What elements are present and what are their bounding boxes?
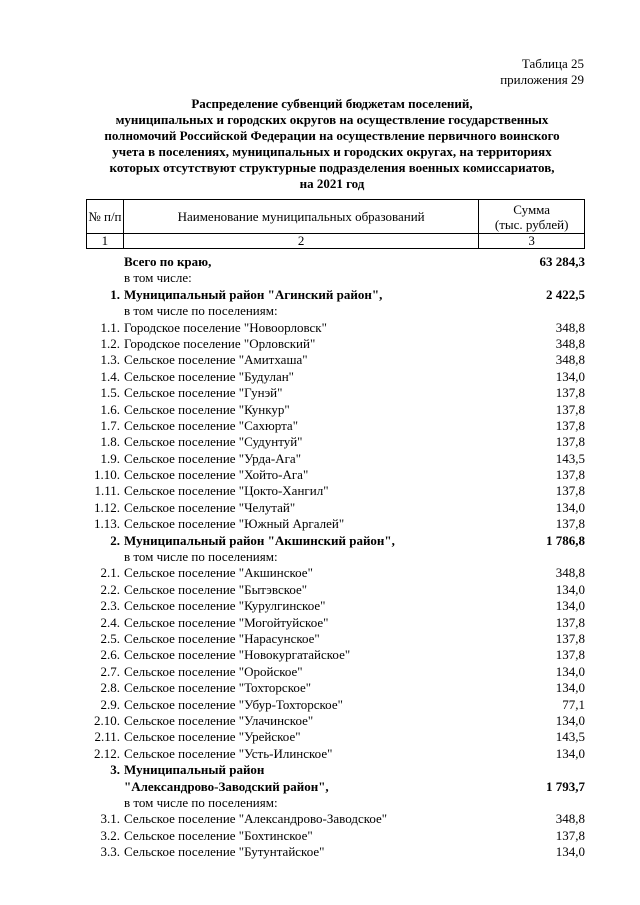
table-row	[0, 828, 640, 844]
table-row	[0, 483, 640, 499]
header-index-3: 3	[479, 234, 585, 249]
row-number: 1.13.	[94, 516, 120, 532]
row-sum: 137,8	[555, 614, 585, 630]
row-number: 3.	[110, 762, 120, 778]
row-name: Сельское поселение "Бутунтайское"	[124, 844, 325, 860]
row-name: Муниципальный район	[124, 762, 265, 778]
row-number: 1.2.	[100, 335, 120, 351]
row-name: Сельское поселение "Судунтуй"	[124, 434, 303, 450]
row-name: Сельское поселение "Бохтинское"	[124, 827, 313, 843]
row-sum: 137,8	[555, 401, 585, 417]
row-name: Сельское поселение "Южный Аргалей"	[124, 516, 345, 532]
table-reference	[500, 56, 584, 88]
row-name: Сельское поселение "Новокургатайское"	[124, 647, 351, 663]
row-number: 1.6.	[100, 401, 120, 417]
table-row	[0, 270, 640, 286]
header-sum-unit: (тыс. рублей)	[494, 216, 569, 232]
table-row	[0, 844, 640, 860]
row-number: 1.11.	[94, 483, 120, 499]
row-sum: 137,8	[555, 827, 585, 843]
row-name: Сельское поселение "Курулгинское"	[124, 598, 326, 614]
table-row	[0, 287, 640, 303]
row-sum: 134,0	[555, 368, 585, 384]
table-row	[0, 811, 640, 827]
table-row	[0, 680, 640, 696]
row-name: Сельское поселение "Кункур"	[124, 401, 290, 417]
header-sum-line: Сумма	[513, 201, 551, 217]
row-sum: 137,8	[555, 630, 585, 646]
row-sum: 137,8	[555, 483, 585, 499]
row-number: 2.1.	[100, 565, 120, 581]
table-row	[0, 647, 640, 663]
table-row	[0, 418, 640, 434]
table-number: Таблица 25	[521, 56, 584, 71]
table-row	[0, 451, 640, 467]
row-number: 1.7.	[100, 417, 120, 433]
row-name: Сельское поселение "Тохторское"	[124, 680, 312, 696]
row-sum: 143,5	[555, 729, 585, 745]
row-name: Сельское поселение "Александрово-Заводское"	[124, 811, 388, 827]
row-number: 1.1.	[100, 319, 120, 335]
table-row	[0, 533, 640, 549]
row-number: 3.2.	[100, 827, 120, 843]
row-sum: 134,0	[555, 598, 585, 614]
table-row	[0, 434, 640, 450]
row-name: Сельское поселение "Будулан"	[124, 368, 294, 384]
row-number: 2.12.	[94, 745, 120, 761]
row-name: Муниципальный район "Акшинский район",	[124, 532, 395, 548]
row-sum: 348,8	[555, 811, 585, 827]
row-sum: 134,0	[555, 745, 585, 761]
row-number: 2.2.	[100, 581, 120, 597]
row-sum: 2 422,5	[546, 286, 585, 302]
row-name: Городское поселение "Новоорловск"	[124, 319, 327, 335]
table-header	[86, 199, 585, 249]
row-name: Сельское поселение "Сахюрта"	[124, 417, 298, 433]
row-number: 1.5.	[100, 385, 120, 401]
title-line: Распределение субвенций бюджетам поселений,	[191, 96, 473, 111]
table-row	[0, 352, 640, 368]
table-row	[0, 713, 640, 729]
row-number: 2.4.	[100, 614, 120, 630]
table-row	[0, 500, 640, 516]
row-name: Сельское поселение "Урда-Ага"	[124, 450, 301, 466]
row-name: Сельское поселение "Амитхаша"	[124, 352, 308, 368]
table-row	[0, 598, 640, 614]
row-number: 2.9.	[100, 696, 120, 712]
row-sum: 134,0	[555, 581, 585, 597]
title-line: которых отсутствуют структурные подразделения военных комиссариатов,	[109, 160, 555, 175]
row-name: "Александрово-Заводский район",	[124, 778, 329, 794]
row-sum: 134,0	[555, 663, 585, 679]
row-sum: 137,8	[555, 647, 585, 663]
header-index-2: 2	[123, 234, 478, 249]
row-sum: 348,8	[555, 352, 585, 368]
row-sum: 134,0	[555, 844, 585, 860]
table-row	[0, 565, 640, 581]
row-sum: 137,8	[555, 417, 585, 433]
table-row	[0, 254, 640, 270]
table-row	[0, 303, 640, 319]
row-number: 1.9.	[100, 450, 120, 466]
row-name: Сельское поселение "Могойтуйское"	[124, 614, 329, 630]
row-name: Сельское поселение "Урейское"	[124, 729, 301, 745]
table-row	[0, 516, 640, 532]
row-number: 1.	[110, 286, 120, 302]
table-row	[0, 664, 640, 680]
row-number: 3.1.	[100, 811, 120, 827]
row-sum: 1 793,7	[546, 778, 585, 794]
row-number: 1.8.	[100, 434, 120, 450]
table-row	[0, 385, 640, 401]
table-row	[0, 467, 640, 483]
row-sum: 1 786,8	[546, 532, 585, 548]
row-number: 2.7.	[100, 663, 120, 679]
row-sum: 348,8	[555, 335, 585, 351]
row-name: Сельское поселение "Бытэвское"	[124, 581, 308, 597]
table-row	[0, 795, 640, 811]
header-sum	[479, 200, 585, 234]
row-name: Муниципальный район "Агинский район",	[124, 286, 383, 302]
table-row	[0, 631, 640, 647]
title-line: учета в поселениях, муниципальных и городских округах, на территориях	[112, 144, 552, 159]
table-body	[0, 254, 640, 860]
row-name: Сельское поселение "Оройское"	[124, 663, 303, 679]
row-name: в том числе по поселениям:	[124, 549, 278, 565]
row-name: в том числе по поселениям:	[124, 794, 278, 810]
row-sum: 137,8	[555, 516, 585, 532]
row-number: 2.6.	[100, 647, 120, 663]
row-name: в том числе по поселениям:	[124, 303, 278, 319]
table-row	[0, 615, 640, 631]
row-number: 1.12.	[94, 499, 120, 515]
row-sum: 348,8	[555, 565, 585, 581]
title-line: муниципальных и городских округов на осуществление государственных	[115, 112, 549, 127]
table-row	[0, 402, 640, 418]
table-row	[0, 320, 640, 336]
row-name: Сельское поселение "Убур-Тохторское"	[124, 696, 343, 712]
table-row	[0, 582, 640, 598]
table-row	[0, 762, 640, 778]
row-number: 2.5.	[100, 630, 120, 646]
row-sum: 77,1	[562, 696, 585, 712]
title-line: полномочий Российской Федерации на осуществление первичного воинского	[104, 128, 560, 143]
row-number: 1.4.	[100, 368, 120, 384]
row-name: Сельское поселение "Гунэй"	[124, 385, 283, 401]
row-name: Всего по краю,	[124, 254, 212, 269]
row-name: Сельское поселение "Усть-Илинское"	[124, 745, 333, 761]
document-title	[72, 96, 592, 192]
table-row	[0, 746, 640, 762]
table-row	[0, 369, 640, 385]
row-number: 2.11.	[94, 729, 120, 745]
row-name: Сельское поселение "Челутай"	[124, 499, 296, 515]
row-name: Сельское поселение "Нарасунское"	[124, 630, 320, 646]
row-number: 2.10.	[94, 712, 120, 728]
row-number: 2.3.	[100, 598, 120, 614]
row-sum: 137,8	[555, 434, 585, 450]
row-name: Сельское поселение "Хойто-Ага"	[124, 467, 309, 483]
table-row	[0, 336, 640, 352]
title-line: на 2021 год	[299, 176, 365, 191]
row-name: Сельское поселение "Улачинское"	[124, 712, 314, 728]
header-index-1: 1	[87, 234, 124, 249]
header-number: № п/п	[87, 200, 124, 234]
appendix-number: приложения 29	[500, 72, 584, 87]
header-name: Наименование муниципальных образований	[123, 200, 478, 234]
row-number: 1.3.	[100, 352, 120, 368]
row-sum: 137,8	[555, 385, 585, 401]
table-row	[0, 697, 640, 713]
row-sum: 137,8	[555, 467, 585, 483]
table-row	[0, 729, 640, 745]
row-sum: 143,5	[555, 450, 585, 466]
row-name: в том числе:	[124, 270, 192, 286]
row-name: Сельское поселение "Акшинское"	[124, 565, 313, 581]
table-row	[0, 549, 640, 565]
row-number: 2.	[110, 532, 120, 548]
row-name: Городское поселение "Орловский"	[124, 335, 316, 351]
row-sum: 348,8	[555, 319, 585, 335]
row-sum: 134,0	[555, 680, 585, 696]
table-row	[0, 779, 640, 795]
row-number: 1.10.	[94, 467, 120, 483]
row-sum: 134,0	[555, 712, 585, 728]
row-number: 3.3.	[100, 844, 120, 860]
row-name: Сельское поселение "Цокто-Хангил"	[124, 483, 329, 499]
row-sum: 134,0	[555, 499, 585, 515]
row-sum: 63 284,3	[539, 254, 585, 269]
row-number: 2.8.	[100, 680, 120, 696]
